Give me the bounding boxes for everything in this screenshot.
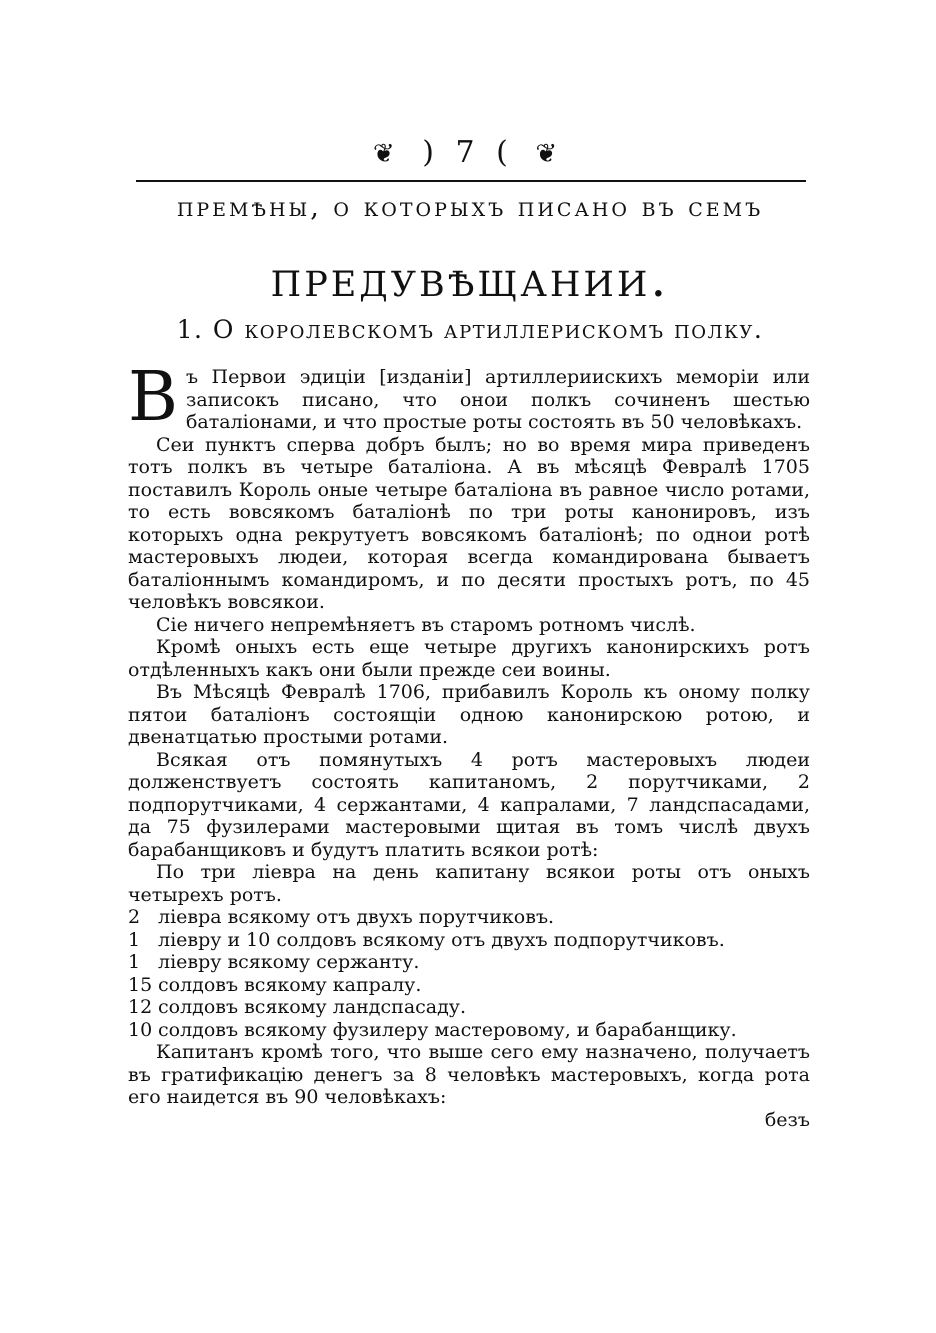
paragraph-2: Сеи пунктъ сперва добръ былъ; но во время мира приведенъ тотъ полкъ въ четыре баталіона. А въ мѣсяцѣ Февралѣ 1705 поставилъ Король оные четыре баталіона въ равное число ротами, то есть вовсякомъ баталіонѣ по три роты канонировъ, изъ которыхъ одна рекрутуетъ вовсякомъ баталіонѣ; по однои ротѣ мастеровыхъ людеи, которая всегда командирована бываетъ баталіоннымъ командиромъ, и по десяти простыхъ ротъ, по 45 человѣкъ вовсякои. <box>128 433 810 613</box>
paragraph-1-text: ъ Первои эдиціи [изданіи] артиллериискихъ меморіи или записокъ писано, что онои полкъ сочиненъ шестью баталіонами, и что простые роты состоять въ 50 человѣкахъ. <box>185 366 810 433</box>
list-item-text: солдовъ всякому ландспасаду. <box>158 996 467 1018</box>
list-item-text: ліевра всякому отъ двухъ порутчиковъ. <box>158 906 555 928</box>
subsection-heading: 1. О королевскомъ артиллерискомъ полку. <box>176 315 764 344</box>
ornament-right-icon: ❦ <box>535 139 564 169</box>
list-item <box>128 974 810 997</box>
list-item-number: 2 <box>128 906 141 928</box>
list-item <box>128 906 810 929</box>
paragraph-6: Всякая отъ помянутыхъ 4 ротъ мастеровыхъ людеи долженствуетъ состоять капитаномъ, 2 порутчиками, 2 подпорутчиками, 4 сержантами, 4 капралами, 7 ландспасадами, да 75 фузилерами мастеровыми щитая въ томъ числѣ двухъ барабанщиковъ и будутъ платить всякои ротѣ: <box>128 748 810 861</box>
section-heading-line1: премѣны, о которыхъ писано въ семъ <box>176 192 764 223</box>
catchword: безъ <box>764 1108 810 1131</box>
list-item <box>128 996 810 1019</box>
section-heading-title: предувѣщании. <box>270 250 670 308</box>
list-item <box>128 929 810 952</box>
list-item-text: ліевру всякому сержанту. <box>158 951 420 973</box>
paragraph-7: По три ліевра на день капитану всякои роты отъ оныхъ четырехъ ротъ. <box>128 861 810 906</box>
list-item-text: ліевру и 10 солдовъ всякому отъ двухъ подпорутчиковъ. <box>158 928 725 951</box>
ornament-left-icon: ❦ <box>372 139 401 169</box>
list-item-number: 15 <box>128 973 153 996</box>
list-item-number: 1 <box>128 928 141 951</box>
paragraph-1 <box>128 358 810 437</box>
list-item-text: солдовъ всякому капралу. <box>158 973 422 996</box>
list-item <box>128 951 810 974</box>
header-rule <box>136 180 806 182</box>
list-item-number: 1 <box>128 951 141 973</box>
list-item <box>128 1019 810 1042</box>
list-item-number: 12 <box>128 996 153 1018</box>
paragraph-8: Капитанъ кромѣ того, что выше сего ему назначено, получаетъ въ гратификацію денегъ за 8 человѣкъ мастеровыхъ, когда рота его наидется въ 90 человѣкахъ: <box>128 1041 810 1108</box>
drop-cap: В <box>128 358 178 437</box>
paragraph-3: Сіе ничего непремѣняетъ въ старомъ ротномъ числѣ. <box>156 613 696 636</box>
page-number: ) 7 ( <box>422 135 514 170</box>
list-item-text: солдовъ всякому фузилеру мастеровому, и барабанщику. <box>158 1018 737 1041</box>
pay-list <box>128 906 810 1041</box>
list-item-number: 10 <box>128 1018 153 1041</box>
running-head <box>0 135 936 170</box>
paragraph-4: Кромѣ оныхъ есть еще четыре другихъ канонирскихъ ротъ отдѣленныхъ какъ они были прежде сеи воины. <box>128 636 810 681</box>
paragraph-5: Въ Мѣсяцѣ Февралѣ 1706, прибавилъ Король къ оному полку пятои баталіонъ состоящіи одною канонирскою ротою, и двенатцатью простыми ротами. <box>128 681 810 748</box>
body-text <box>128 358 810 1131</box>
